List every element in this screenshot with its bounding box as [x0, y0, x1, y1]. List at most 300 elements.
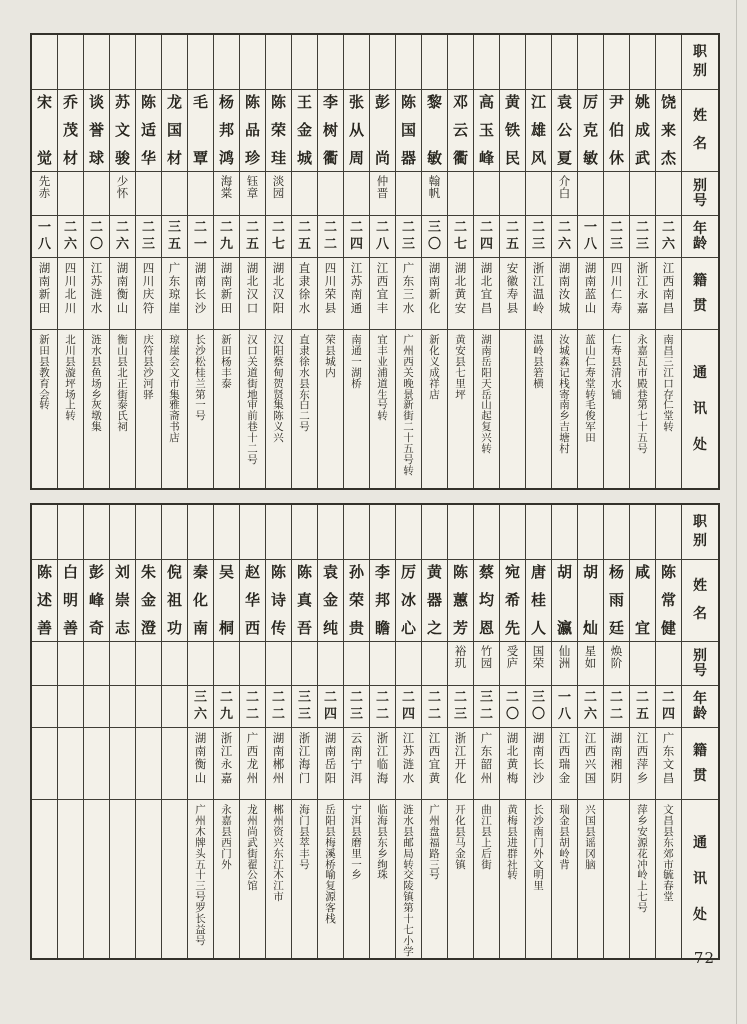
cell-native [32, 258, 57, 330]
glyph: 湖 [220, 261, 233, 275]
glyph: 陈 [36, 563, 52, 581]
glyph: 县 [299, 377, 310, 390]
cell-alias [266, 172, 291, 216]
glyph: 地 [247, 388, 258, 401]
glyph: 七 [453, 236, 467, 252]
cell-native [214, 258, 239, 330]
glyph: 溪 [325, 847, 336, 860]
glyph: 二 [375, 690, 389, 706]
glyph: 园 [480, 655, 493, 670]
glyph: 讯 [693, 870, 707, 887]
glyph: 兴 [585, 804, 596, 816]
cell-zhibie [162, 35, 187, 90]
cell-alias [370, 642, 395, 686]
glyph: 张 [348, 93, 364, 111]
cell-zhibie [656, 35, 681, 90]
glyph: 外 [221, 858, 232, 871]
glyph: 西 [428, 744, 441, 759]
cell-zhibie [292, 35, 317, 90]
glyph: 化 [192, 590, 208, 609]
glyph: 黄 [506, 757, 519, 772]
glyph: 县 [39, 355, 50, 368]
person-column [161, 505, 187, 958]
person-column [525, 35, 551, 488]
glyph: 希 [504, 590, 520, 609]
glyph: 如 [584, 655, 597, 670]
cell-address [578, 330, 603, 488]
person-column [499, 35, 525, 488]
glyph: 十 [637, 421, 648, 434]
glyph: 汉 [272, 287, 285, 302]
glyph: 陈 [270, 93, 286, 111]
cell-native [136, 728, 161, 800]
cell-name [266, 90, 291, 172]
glyph: 广 [662, 731, 675, 745]
glyph: 五 [635, 706, 649, 722]
cell-name [630, 560, 655, 642]
glyph: 场 [65, 388, 76, 401]
glyph: 号 [299, 858, 310, 871]
glyph: 仁 [585, 355, 596, 368]
cell-address [110, 800, 135, 958]
glyph: 湖 [428, 261, 441, 275]
glyph: 三 [429, 858, 440, 871]
glyph: 宜 [377, 334, 388, 346]
glyph: 南 [220, 274, 233, 289]
glyph: 驿 [143, 388, 154, 401]
glyph: 传 [270, 618, 286, 637]
cell-zhibie [84, 505, 109, 560]
glyph: 金 [322, 590, 338, 609]
glyph: 徐 [299, 355, 310, 368]
glyph: 街 [481, 858, 492, 871]
row-header-name [682, 90, 718, 172]
glyph: 二 [479, 220, 493, 236]
cell-name [162, 90, 187, 172]
cell-name [58, 560, 83, 642]
glyph: 二 [635, 690, 649, 706]
glyph: 门 [299, 814, 310, 827]
cell-name [578, 560, 603, 642]
glyph: 〇 [505, 706, 519, 722]
cell-native [422, 258, 447, 330]
glyph: 吾 [296, 618, 312, 637]
glyph: 俊 [585, 410, 596, 423]
cell-age [396, 686, 421, 728]
cell-zhibie [110, 505, 135, 560]
cell-native [214, 728, 239, 800]
glyph: 隶 [299, 344, 310, 357]
glyph: 郊 [663, 847, 674, 860]
glyph: 南 [194, 274, 207, 289]
glyph: 宜 [480, 287, 493, 302]
row-header-address [682, 800, 718, 958]
cell-zhibie [240, 505, 265, 560]
cell-name [656, 90, 681, 172]
glyph: 湘 [610, 757, 623, 772]
glyph: 镇 [403, 891, 414, 904]
glyph: 敏 [582, 148, 598, 167]
glyph: 广 [246, 731, 259, 745]
glyph: 衡 [117, 334, 128, 346]
cell-address [344, 330, 369, 488]
cell-alias [500, 172, 525, 216]
cell-name [318, 90, 343, 172]
glyph: 少 [116, 174, 129, 188]
glyph: 七 [637, 410, 648, 423]
glyph: 金 [455, 847, 466, 860]
glyph: 转 [663, 421, 674, 434]
row-header-alias [682, 172, 718, 216]
cell-name [84, 90, 109, 172]
glyph: 黄 [507, 804, 518, 816]
cell-alias [292, 172, 317, 216]
row-header-age [682, 686, 718, 728]
cell-native [110, 728, 135, 800]
cell-alias [84, 642, 109, 686]
glyph: 转 [403, 464, 414, 477]
glyph: 三 [531, 690, 545, 706]
glyph: 门 [298, 770, 311, 785]
glyph: 先 [504, 618, 520, 637]
glyph: 开 [455, 804, 466, 816]
glyph: 水 [298, 300, 311, 315]
glyph: 二 [245, 690, 259, 706]
cell-zhibie [474, 505, 499, 560]
glyph: 乔 [62, 93, 78, 111]
glyph: 桂 [530, 590, 546, 609]
cell-address [474, 800, 499, 958]
glyph: 二 [219, 220, 233, 236]
glyph: 川 [64, 300, 77, 315]
glyph: 籍 [693, 743, 707, 760]
glyph: 新 [220, 287, 233, 302]
glyph: 昌 [662, 770, 675, 785]
cell-age [630, 216, 655, 258]
glyph: 小 [403, 934, 414, 947]
glyph: 贯 [693, 767, 707, 784]
cell-native [526, 728, 551, 800]
glyph: 二 [401, 690, 415, 706]
glyph: 山 [116, 300, 129, 315]
glyph: 翟 [247, 858, 258, 871]
glyph: 第 [637, 399, 648, 412]
cell-native [188, 258, 213, 330]
glyph: 材 [166, 148, 182, 167]
cell-native [58, 258, 83, 330]
cell-alias [162, 172, 187, 216]
cell-address [448, 800, 473, 958]
glyph: 心 [400, 618, 416, 637]
glyph: 七 [455, 366, 466, 379]
glyph: 贵 [348, 618, 364, 637]
person-column [629, 505, 655, 958]
glyph: 毓 [663, 869, 674, 882]
glyph: 江 [376, 744, 389, 759]
glyph: 湖 [246, 261, 259, 275]
glyph: 南 [610, 744, 623, 759]
cell-name [422, 560, 447, 642]
glyph: 海 [377, 814, 388, 827]
glyph: 阳 [273, 344, 284, 357]
glyph: 温 [532, 287, 545, 302]
cell-address [214, 330, 239, 488]
glyph: 彭 [88, 563, 104, 581]
glyph: 川 [142, 274, 155, 289]
glyph: 湖 [480, 261, 493, 275]
glyph: 湖 [116, 261, 129, 275]
glyph: 陈 [273, 410, 284, 423]
cell-name [344, 90, 369, 172]
glyph: 二 [271, 690, 285, 706]
cell-name [214, 560, 239, 642]
glyph: 二 [609, 690, 623, 706]
glyph: 东 [402, 274, 415, 289]
cell-zhibie [552, 35, 577, 90]
cell-native [656, 258, 681, 330]
glyph: 五 [297, 236, 311, 252]
glyph: 二 [349, 220, 363, 236]
cell-address [240, 800, 265, 958]
glyph: 仁 [610, 287, 623, 302]
glyph: 新 [39, 334, 50, 346]
cell-alias [292, 642, 317, 686]
cell-address [370, 800, 395, 958]
glyph: 西 [584, 744, 597, 759]
glyph: 山 [194, 770, 207, 785]
cell-age [214, 216, 239, 258]
glyph: 十 [403, 432, 414, 445]
cell-native [630, 728, 655, 800]
cell-zhibie [370, 505, 395, 560]
cell-zhibie [526, 35, 551, 90]
glyph: 号 [637, 902, 648, 915]
glyph: 贤 [273, 388, 284, 401]
cell-address [604, 330, 629, 488]
glyph: 邮 [403, 836, 414, 849]
glyph: 宁 [351, 804, 362, 816]
person-column [603, 505, 629, 958]
glyph: 龄 [693, 705, 707, 722]
glyph: 陈 [296, 563, 312, 581]
glyph: 永 [636, 287, 649, 302]
glyph: 冰 [400, 590, 416, 609]
glyph: 东 [663, 836, 674, 849]
glyph: 育 [39, 377, 50, 390]
glyph: 南 [428, 274, 441, 289]
glyph: 南 [194, 744, 207, 759]
glyph: 三 [297, 706, 311, 722]
glyph: 邓 [452, 93, 468, 111]
glyph: 之 [426, 618, 442, 637]
glyph: 邦 [218, 120, 234, 139]
glyph: 岭 [533, 344, 544, 357]
glyph: 州 [429, 814, 440, 827]
cell-name [656, 560, 681, 642]
cell-alias [188, 172, 213, 216]
glyph: 四 [64, 261, 77, 275]
glyph: 广 [480, 731, 493, 745]
cell-address [422, 800, 447, 958]
cell-address [526, 800, 551, 958]
cell-age [526, 686, 551, 728]
glyph: 号 [195, 891, 206, 904]
glyph: 淡 [272, 174, 285, 188]
glyph: 墩 [91, 410, 102, 423]
cell-zhibie [422, 505, 447, 560]
glyph: 局 [403, 847, 414, 860]
cell-alias [526, 172, 551, 216]
glyph: 四 [324, 261, 337, 275]
glyph: 苏 [114, 93, 130, 111]
cell-age [136, 216, 161, 258]
glyph: 曲 [481, 804, 492, 816]
cell-native [292, 258, 317, 330]
glyph: 汉 [246, 287, 259, 302]
glyph: 国 [532, 644, 545, 658]
glyph: 彭 [374, 93, 390, 111]
glyph: 玉 [478, 120, 494, 139]
cell-address [162, 330, 187, 488]
glyph: 吉 [559, 421, 570, 434]
cell-alias [318, 642, 343, 686]
cell-alias [474, 642, 499, 686]
glyph: 号 [693, 192, 707, 209]
glyph: 永 [221, 804, 232, 816]
glyph: 阳 [272, 300, 285, 315]
glyph: 一 [351, 355, 362, 368]
glyph: 西 [244, 618, 260, 637]
glyph: 述 [36, 590, 52, 609]
glyph: 雅 [169, 399, 180, 412]
glyph: 适 [140, 120, 156, 139]
row-header-native [682, 728, 718, 800]
glyph: 刘 [114, 563, 130, 581]
glyph: 庐 [506, 655, 519, 670]
cell-zhibie [396, 35, 421, 90]
cell-zhibie [214, 505, 239, 560]
cell-age [344, 216, 369, 258]
cell-age [552, 216, 577, 258]
cell-native [396, 728, 421, 800]
glyph: 品 [244, 120, 260, 139]
glyph: 尚 [247, 825, 258, 838]
cell-zhibie [84, 35, 109, 90]
glyph: 关 [247, 355, 258, 368]
glyph: 市 [169, 377, 180, 390]
cell-native [500, 258, 525, 330]
glyph: 乡 [91, 388, 102, 401]
glyph: 西 [221, 836, 232, 849]
cell-alias [214, 172, 239, 216]
glyph: 晚 [403, 377, 414, 390]
glyph: 铁 [504, 120, 520, 139]
glyph: 市 [273, 891, 284, 904]
glyph: 二 [403, 421, 414, 434]
glyph: 十 [195, 869, 206, 882]
glyph: 吴 [218, 563, 234, 581]
glyph: 乡 [377, 847, 388, 860]
glyph: 六 [115, 236, 129, 252]
glyph: 城 [296, 148, 312, 167]
glyph: 西 [662, 274, 675, 289]
glyph: 仁 [663, 399, 674, 412]
glyph: 〇 [89, 236, 103, 252]
glyph: 益 [195, 923, 206, 936]
glyph: 先 [38, 174, 51, 188]
glyph: 兰 [195, 377, 206, 390]
cell-age [422, 216, 447, 258]
cell-alias [58, 642, 83, 686]
glyph: 五 [403, 443, 414, 456]
glyph: 县 [663, 825, 674, 838]
glyph: 浦 [377, 366, 388, 379]
glyph: 一 [583, 220, 597, 236]
cell-zhibie [604, 505, 629, 560]
glyph: 新 [429, 334, 440, 346]
cell-address [422, 330, 447, 488]
glyph: 澄 [140, 618, 156, 637]
glyph: 休 [608, 148, 624, 167]
glyph: 化 [454, 770, 467, 785]
glyph: 职 [693, 44, 707, 61]
person-column [239, 505, 265, 958]
glyph: 东 [480, 744, 493, 759]
glyph: 转 [39, 399, 50, 412]
glyph: 三 [195, 880, 206, 893]
glyph: 西 [376, 274, 389, 289]
glyph: 陈 [244, 93, 260, 111]
cell-address [188, 800, 213, 958]
glyph: 二 [401, 220, 415, 236]
cell-address [552, 330, 577, 488]
glyph: 衡 [116, 287, 129, 302]
glyph: 雨 [608, 590, 624, 609]
glyph: 孙 [348, 563, 364, 581]
glyph: 竹 [480, 644, 493, 658]
glyph: 荣 [348, 590, 364, 609]
glyph: 一 [351, 858, 362, 871]
glyph: 祠 [117, 421, 128, 434]
cell-alias [396, 172, 421, 216]
cell-zhibie [448, 35, 473, 90]
glyph: 门 [533, 836, 544, 849]
glyph: 店 [429, 388, 440, 401]
glyph: 城 [325, 355, 336, 368]
glyph: 县 [299, 825, 310, 838]
glyph: 牌 [195, 836, 206, 849]
glyph: 五 [505, 236, 519, 252]
glyph: 器 [400, 148, 416, 167]
glyph: 上 [481, 836, 492, 849]
cell-age [58, 686, 83, 728]
glyph: 陵 [403, 880, 414, 893]
person-column [577, 35, 603, 488]
glyph: 常 [660, 590, 676, 609]
glyph: 湖 [324, 731, 337, 745]
person-column [213, 505, 239, 958]
glyph: 夏 [556, 148, 572, 167]
glyph: 园 [272, 185, 285, 200]
glyph: 殿 [637, 377, 648, 390]
glyph: 三 [167, 220, 181, 236]
glyph: 沙 [532, 770, 545, 785]
glyph: 符 [142, 300, 155, 315]
glyph: 二 [245, 706, 259, 722]
glyph: 二 [219, 690, 233, 706]
glyph: 北 [506, 744, 519, 759]
cell-address [32, 800, 57, 958]
